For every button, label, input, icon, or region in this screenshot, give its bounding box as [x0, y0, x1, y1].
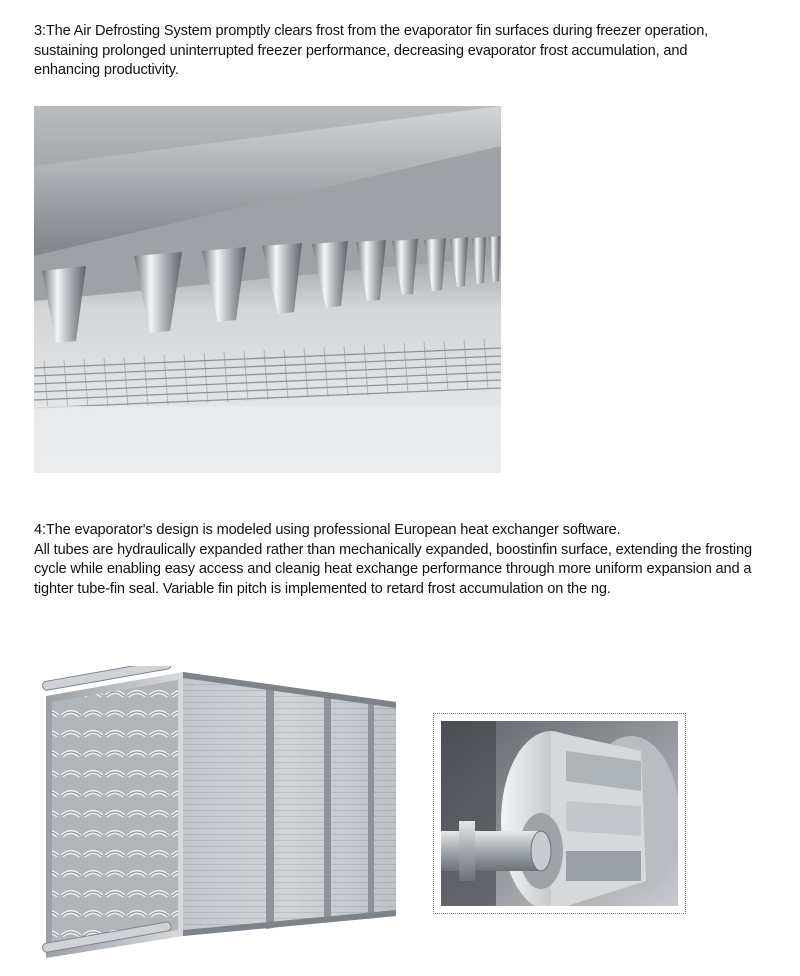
section-3-text: 3:The Air Defrosting System promptly clears frost from the evaporator fin surfaces during freezer operation, sustaining prolonged uninterrupted freezer performance, decreasing evaporator frost accumulation, and enhancing productivity. [34, 23, 709, 79]
centrifugal-fan-photo [441, 721, 678, 906]
section-4-paragraph [34, 521, 774, 599]
evaporator-coil-photo [38, 666, 402, 962]
section-4-line-1: 4:The evaporator's design is modeled using professional European heat exchanger software. [34, 522, 621, 538]
fan-photo-frame [433, 713, 686, 914]
section-4-line-2: All tubes are hydraulically expanded rather than mechanically expanded, boostinfin surface, extending the frosting cycle while enabling easy access and cleanig heat exchange performance through more uniform expansion and a tighter tube-fin seal. Variable fin pitch is implemented to retard frost accumulation on the ng. [34, 541, 752, 597]
air-defrost-nozzles-photo [34, 106, 501, 473]
section-3-paragraph [34, 22, 734, 81]
